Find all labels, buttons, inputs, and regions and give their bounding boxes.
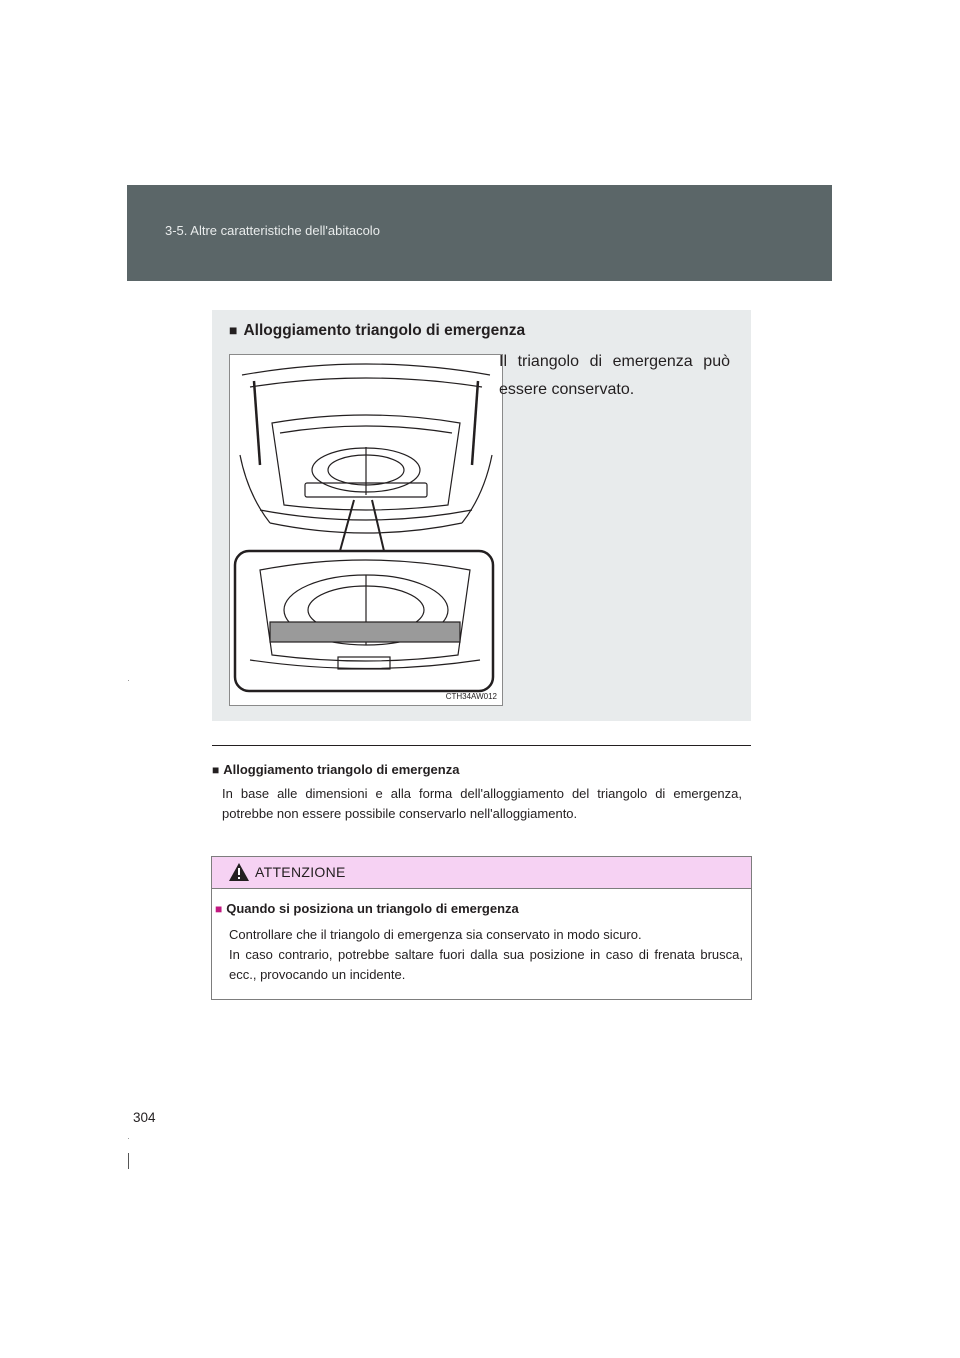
feature-description: Il triangolo di emergenza può essere conservato. <box>499 353 730 398</box>
section-title: 3-5. Altre caratteristiche dell'abitacolo <box>165 223 380 238</box>
warning-line-1: Controllare che il triangolo di emergenza sia conservato in modo sicuro. <box>229 927 642 942</box>
warning-title <box>215 901 519 916</box>
warning-label: ATTENZIONE <box>255 864 346 880</box>
chapter-header <box>127 185 832 281</box>
warning-box <box>211 856 752 1000</box>
note-block <box>212 762 742 824</box>
warning-line-2: In caso contrario, potrebbe saltare fuori dalla sua posizione in caso di frenata brusca, ecc., provocando un incidente. <box>229 947 743 982</box>
square-bullet-icon: ■ <box>215 902 223 916</box>
margin-dot <box>128 1138 129 1139</box>
warning-title-text: Quando si posiziona un triangolo di emergenza <box>226 901 519 916</box>
note-title-text: Alloggiamento triangolo di emergenza <box>223 762 460 777</box>
warning-triangle-icon <box>228 862 250 882</box>
margin-dot <box>128 680 129 681</box>
figure-code: CTH34AW012 <box>445 692 497 701</box>
note-body: In base alle dimensioni e alla forma dell'alloggiamento del triangolo di emergenza, potrebbe non essere possibile conservarlo nell'alloggiamento. <box>222 786 742 821</box>
trunk-illustration <box>229 354 503 706</box>
trunk-drawing <box>230 355 502 705</box>
warning-header <box>212 857 751 889</box>
warning-body <box>229 925 743 985</box>
square-bullet-icon: ■ <box>212 763 220 777</box>
feature-box <box>212 310 751 721</box>
margin-mark <box>128 1153 129 1169</box>
note-title <box>212 762 742 777</box>
section-divider <box>212 745 751 746</box>
feature-heading-text: Alloggiamento triangolo di emergenza <box>243 322 526 339</box>
square-bullet-icon: ■ <box>229 322 238 338</box>
feature-heading <box>229 322 525 340</box>
page-number: 304 <box>133 1110 156 1125</box>
